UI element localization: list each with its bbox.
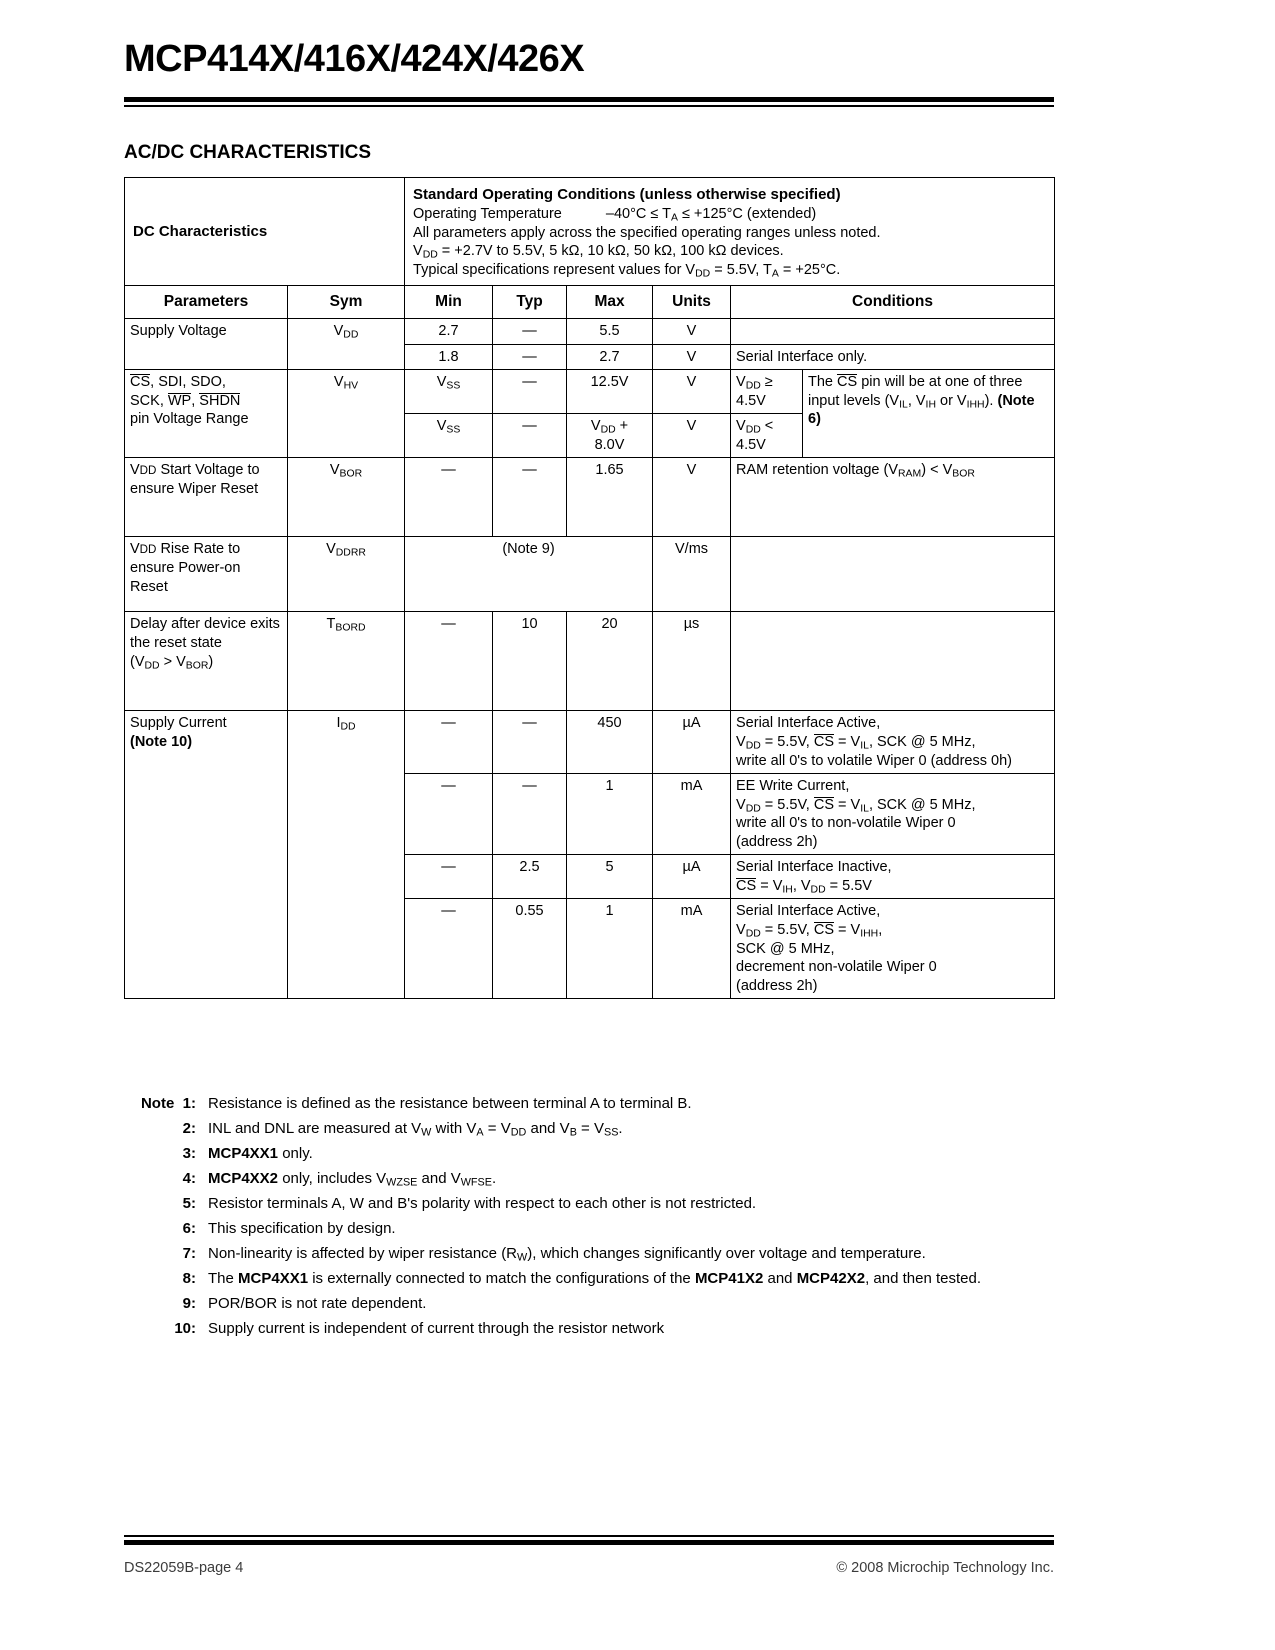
note-number: 2: — [182, 1120, 196, 1137]
row-typ: — — [493, 711, 567, 774]
row-min: — — [405, 711, 493, 774]
row-conditions: Serial Interface Active, $V_{DD} = 5.5V$, CS = $V_{IL}$, SCK @ 5 MHz, write all 0's to volatile Wiper 0 (address 0h) — [731, 711, 1055, 774]
row-conditions: EE Write Current, $V_{DD} = 5.5V$, CS = $V_{IL}$, SCK @ 5 MHz, write all 0's to non-volatile Wiper 0 (address 2h) — [731, 774, 1055, 855]
operating-temperature-label: Operating Temperature — [413, 206, 562, 223]
row-parameter-pin-voltage-range: CS, SDI, SDO, SCK, WP, SHDN pin Voltage Range — [125, 370, 288, 458]
row-units: V — [653, 414, 731, 458]
column-header-min: Min — [405, 286, 493, 319]
conditions-note-3: Typical specifications represent values for $V_{DD} = 5.5V$, $T_A = +25^\circ C$. — [413, 261, 841, 280]
row-max: 1 — [567, 899, 653, 999]
row-conditions-sub: $V_{DD}$ ≥ 4.5V — [731, 370, 803, 414]
footer-page-number: DS22059B-page 4 — [124, 1560, 244, 1576]
row-min: $V_{SS}$ — [405, 370, 493, 414]
note-item — [124, 1319, 1069, 1339]
note-number: 5: — [182, 1195, 196, 1212]
note-text: MCP4XX2 only, includes $V_{WZSE}$ and $V_{WFSE}$. — [208, 1170, 497, 1189]
row-typ: — — [493, 458, 567, 537]
operating-temperature-row — [413, 205, 1046, 224]
section-heading: AC/DC CHARACTERISTICS — [124, 142, 371, 163]
row-typ: — — [493, 370, 567, 414]
row-min: $V_{SS}$ — [405, 414, 493, 458]
note-lead — [124, 1094, 208, 1114]
row-sym-idd: $I_{DD}$ — [288, 711, 405, 999]
note-text: MCP4XX1 only. — [208, 1145, 313, 1162]
footer-copyright: © 2008 Microchip Technology Inc. — [836, 1560, 1054, 1576]
notes-label: Note — [140, 1095, 175, 1112]
row-units: V — [653, 458, 731, 537]
conditions-note-block — [413, 224, 1046, 280]
table-row — [125, 319, 1055, 345]
row-sym-vhv: $V_{HV}$ — [288, 370, 405, 458]
page-footer — [124, 1560, 1054, 1576]
note-item — [124, 1169, 1069, 1189]
note-item — [124, 1094, 1069, 1114]
table-row — [125, 612, 1055, 711]
row-min: 2.7 — [405, 319, 493, 345]
row-span-note: (Note 9) — [405, 537, 653, 612]
row-units: V/ms — [653, 537, 731, 612]
row-typ: 10 — [493, 612, 567, 711]
note-item — [124, 1219, 1069, 1239]
row-conditions — [731, 319, 1055, 345]
row-sym-vbor: $V_{BOR}$ — [288, 458, 405, 537]
dc-characteristics-table — [124, 177, 1055, 999]
row-sym-vdd: $V_{DD}$ — [288, 319, 405, 370]
row-typ: 2.5 — [493, 855, 567, 899]
row-min: 1.8 — [405, 344, 493, 370]
table-row — [125, 370, 1055, 414]
row-max: 1.65 — [567, 458, 653, 537]
row-min: — — [405, 774, 493, 855]
row-units: mA — [653, 899, 731, 999]
row-conditions: Serial Interface Active, $V_{DD} = 5.5V$, CS = $V_{IHH}$, SCK @ 5 MHz, decrement non-volatile Wiper 0 (address 2h) — [731, 899, 1055, 999]
note-number: 1: — [182, 1095, 196, 1112]
table-header-band — [125, 178, 1055, 286]
note-item — [124, 1244, 1069, 1264]
row-conditions: Serial Interface Inactive, CS = $V_{IH}$, $V_{DD} = 5.5V$ — [731, 855, 1055, 899]
column-header-typ: Typ — [493, 286, 567, 319]
row-typ: — — [493, 319, 567, 345]
note-text: Non-linearity is affected by wiper resistance $(R_W)$, which changes significantly over voltage and temperature. — [208, 1245, 926, 1264]
note-item — [124, 1269, 1069, 1289]
row-max: 20 — [567, 612, 653, 711]
row-units: µA — [653, 711, 731, 774]
table-row — [125, 711, 1055, 774]
row-max: 2.7 — [567, 344, 653, 370]
operating-temperature-value: $-40^\circ C \le T_A \le +125^\circ C$ (extended) — [605, 206, 817, 224]
note-number: 3: — [182, 1145, 196, 1162]
conditions-note-2: $V_{DD} = +2.7V$ to 5.5V, 5 kΩ, 10 kΩ, 50 kΩ, 100 kΩ devices. — [413, 243, 784, 261]
row-max: 1 — [567, 774, 653, 855]
note-item — [124, 1119, 1069, 1139]
row-typ: 0.55 — [493, 899, 567, 999]
row-sym-vddrr: $V_{DDRR}$ — [288, 537, 405, 612]
row-max: 450 — [567, 711, 653, 774]
note-number: 9: — [182, 1295, 196, 1312]
note-text: POR/BOR is not rate dependent. — [208, 1295, 427, 1312]
row-units: V — [653, 370, 731, 414]
note-number: 6: — [182, 1220, 196, 1237]
row-conditions-sub: $V_{DD}$ < 4.5V — [731, 414, 803, 458]
note-number: 7: — [182, 1245, 196, 1262]
row-conditions: Serial Interface only. — [731, 344, 1055, 370]
footer-rule-thick — [124, 1540, 1054, 1545]
notes-list — [124, 1094, 1069, 1344]
note-text: INL and DNL are measured at $V_W$ with $V_A = V_{DD}$ and $V_B = V_{SS}$. — [208, 1120, 623, 1139]
row-sym-tbord: $T_{BORD}$ — [288, 612, 405, 711]
column-header-conditions: Conditions — [731, 286, 1055, 319]
table-column-headers — [125, 286, 1055, 319]
row-units: µs — [653, 612, 731, 711]
column-header-parameters: Parameters — [125, 286, 288, 319]
row-units: µA — [653, 855, 731, 899]
header-rule — [124, 97, 1054, 107]
row-max: 12.5V — [567, 370, 653, 414]
note-number: 8: — [182, 1270, 196, 1287]
row-max: $V_{DD}$ + 8.0V — [567, 414, 653, 458]
note-text: This specification by design. — [208, 1220, 396, 1237]
note-text: Resistor terminals A, W and B's polarity with respect to each other is not restricted. — [208, 1195, 757, 1212]
row-max: 5.5 — [567, 319, 653, 345]
row-units: V — [653, 344, 731, 370]
note-item — [124, 1194, 1069, 1214]
row-min: — — [405, 855, 493, 899]
table-left-header: DC Characteristics — [125, 178, 405, 286]
header-rule-thin — [124, 105, 1054, 107]
row-parameter-supply-current: Supply Current (Note 10) — [125, 711, 288, 999]
column-header-max: Max — [567, 286, 653, 319]
row-typ: — — [493, 344, 567, 370]
conditions-title: Standard Operating Conditions (unless otherwise specified) — [413, 186, 841, 203]
row-typ: — — [493, 774, 567, 855]
column-header-units: Units — [653, 286, 731, 319]
row-parameter-vdd-rise-rate: VDD Rise Rate to ensure Power-on Reset — [125, 537, 288, 612]
row-conditions — [731, 612, 1055, 711]
page-title: MCP414X/416X/424X/426X — [124, 38, 585, 80]
note-text: Supply current is independent of current through the resistor network — [208, 1320, 665, 1337]
operating-conditions-cell — [405, 178, 1055, 286]
row-conditions: RAM retention voltage $(V_{RAM}) < V_{BOR}$ — [731, 458, 1055, 537]
table-row — [125, 458, 1055, 537]
row-parameter-supply-voltage: Supply Voltage — [125, 319, 288, 370]
note-number: 4: — [182, 1170, 196, 1187]
row-min: — — [405, 612, 493, 711]
row-units: V — [653, 319, 731, 345]
row-conditions: The CS pin will be at one of three input levels ($V_{IL}$, $V_{IH}$ or $V_{IHH}$). (Note 6) — [803, 370, 1055, 458]
row-units: mA — [653, 774, 731, 855]
note-text: Resistance is defined as the resistance between terminal A to terminal B. — [208, 1095, 692, 1112]
row-min: — — [405, 458, 493, 537]
note-item — [124, 1144, 1069, 1164]
row-parameter-delay-after-reset: Delay after device exits the reset state $(V_{DD} > V_{BOR})$ — [125, 612, 288, 711]
conditions-note-1: All parameters apply across the specified operating ranges unless noted. — [413, 224, 881, 241]
row-typ: — — [493, 414, 567, 458]
footer-rule — [124, 1535, 1054, 1545]
note-number: 10: — [174, 1320, 196, 1337]
note-item — [124, 1294, 1069, 1314]
note-text: The MCP4XX1 is externally connected to match the configurations of the MCP41X2 and MCP42X2, and then tested. — [208, 1270, 981, 1287]
column-header-sym: Sym — [288, 286, 405, 319]
row-parameter-vdd-start-voltage: VDD Start Voltage to ensure Wiper Reset — [125, 458, 288, 537]
row-min: — — [405, 899, 493, 999]
row-max: 5 — [567, 855, 653, 899]
row-conditions — [731, 537, 1055, 612]
table-row — [125, 537, 1055, 612]
